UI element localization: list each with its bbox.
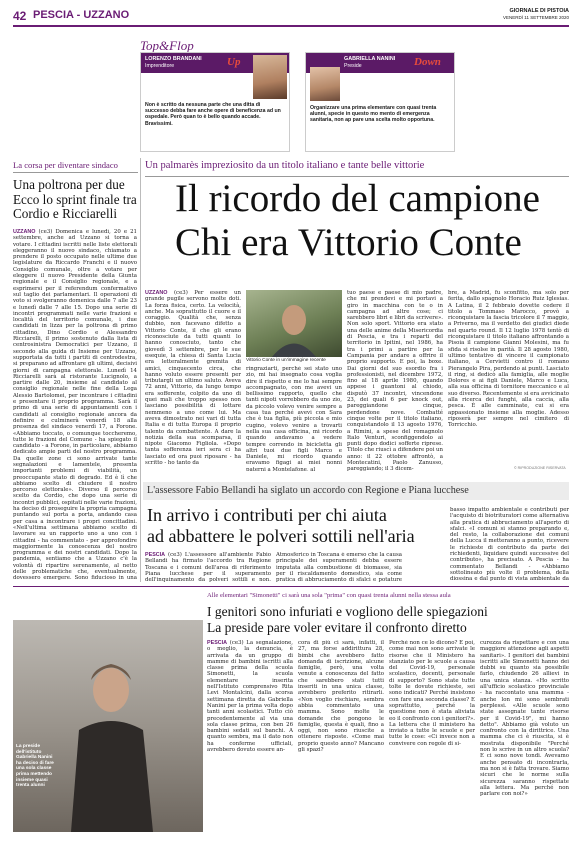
- article3-headline-line2: ad abbattere le polveri sottili nell'aria: [147, 526, 415, 546]
- article1-body: [13, 229, 137, 581]
- gabriella-nanini-photo: [13, 620, 203, 832]
- column-divider: [140, 158, 141, 582]
- article2-col3: tuo paese e paese di mio padre, che mi prendevi e mi portavi a giro in macchina con te o in campagna ad altre cose; ci sarebbero libri e libri da scrivere». Non solo sport. Vittorio era stato una delle anime della Misericordia di Pescia, e tra i reparti del territorio in Ipitini, nel 1986, ha tra i primi a partire per la Campania per andare a offrire il proprio supporto. E poi, la boxe. Dai giorni del suo esordio fra i professionisti, nel dicembre 1972, fino al 18 aprile 1980, quando appese i guantoni al chiodo, disputò 37 incontri, vincendone 23, dei quali 6 per knock out, pareggiandone cinque, perdendone nove. Combatté cinque volte per il titolo italiano, conquistandolo il 13 agosto 1976, a Rimini, a spese del romagnolo Italo Venturi, sconfiggendolo ai punti dopo dodici sofferte riprese. Titolo che riuscì a difendere poi un anno: il 22 ottobre affrontò, a Montecatini, Paolo Zanusso, pareggiando; il 3 dicem-: [347, 290, 443, 471]
- article1-kicker-rule: [13, 172, 138, 173]
- top-box: [140, 52, 290, 152]
- page-header: [13, 8, 569, 24]
- article4-kicker: Alle elementari "Simonetti" ci sarà una sola "prima" con quasi trenta alunni nella stessa aula: [207, 592, 451, 599]
- article3-col2: Atmosferico in Toscana è emerso che la causa principale dei superamenti debba essere imputata alla combustione di biomasse, sia per il riscaldamento domestico, sia come pratica di abbruciamento di sfalci e potature: [276, 552, 402, 582]
- article1-text: (ce3) Domenica e lunedì, 20 e 21 settembre, anche ad Uzzano si torna a votare. I cittadini iscritti nelle liste elettorali eleggeranno il nuovo sindaco, chiamato a prendere il posto occupato nelle ultime due legislature da Riccardo Franchi e il nuovo Consiglio comunale, oltre a votare per eleggere il nuovo Presidente della Giunta regionale e il Consiglio regionale, e a esprimersi per il referendum confermativo sul taglio dei parlamentari. Il operazioni di voto si svolgeranno domenica dalle 7 alle 23 e lunedì dalle 7 alle 15. Dopo una serie di incontri programmati nelle varie frazioni e località del territorio comunale, i due candidati in lizza per la poltrona di primo cittadino, Dino Cordio e Alessandro Ricciarelli, il primo sostenuto dalla lista di centrosinistra Democratici per Uzzano, il secondo alla guida di Insieme per Uzzano, supportata da tutti i partiti di centrodestra, si preparano ad affrontare gli ultimi, decisivi giorni di campagna elettorale. Lunedì 14 Ricciarelli sarà al ristorante Lucignolo, a partire dalle 20, insieme al candidato al consiglio regionale nelle fine della Lega Alessio Bartolomei, per incontrare i cittadini e presentare il proprio programma. Sarà il primo di una serie di appuntamenti con i candidati al consiglio regionale ancora da definire e culminerà venerdì 18 alla presenza del sindaco venerdì 17, a Forone. «Abbiamo toccato, o comunque toccheremo, tutte le frazioni del Comune - ha spiegato il candidato - a Forone, in particolare, abbiamo dedicato ampie parti del nostro programma. Da quelle zone ci sono arrivate tante segnalazioni e lamentele, presenta importanti problemi di viabilità, un preoccupante stato di degrado. Ed è lì che abbiamo scelto di chiudere il nostro percorso elettorale». Diverso il percorso scelto da Cordio, che dopo una serie di incontri pubblici, ospitati nelle varie frazioni, ha deciso di proseguire la propria campagna puntando sul porta a porta, andando casa per casa a incontrare i propri concittadini. «Nell'ultima settimana abbiamo scelto di lavorare su un rapporto uno a uno con i cittadini - ha commentato - per approfondire maggiormente la conoscenza del nostro programma e dei nostri candidati. Dopo la pandemia, sentiamo che a Uzzano c'è la volontà di ripartire serenamente, al netto delle problematiche che, eventualmente, dovessero emergere. Sono fiducioso in una: [13, 229, 137, 581]
- article4-col1: PESCIA (ce3) La segnalazione, o meglio, la denuncia, è arrivata da un gruppo di mamme di bambini iscritti alla classe prima della scuola Simonetti, la scuola elementare inserita nell'Istituto comprensivo Rita Levi Montalcini, dalla scorsa settimana diretta da Gabriella Nanini per la prima volta dopo tanti anni scolastici. Tutto ciò precedentemente al via una sola classe prima, con ben 26 bambini sedati sul banchi. A quanto sembra, ma il dato non ha conferme ufficiali, avrebbero dovuto essere an-: [207, 640, 293, 754]
- article4-col3: Perché non ce lo dicono? E poi, come mai non sono arrivate le risorse che il Ministero ha stanziato per le scuole a causa del Covid-19, personale scolastico, docenti, personale di supporto? Sono state tutte tolte le dovute richieste, sei sono indicati? Perché insistono con fare una seconda classe? E soprattutto, perché la questione non è stata aliviata eo il confronto con i genitori?». La lettera che il ministero ha inviato a tutte le scuole e per tutte le cose: «Ci invece non a convivere con regole di si-: [389, 640, 475, 747]
- vittorio-conte-photo: [246, 290, 342, 357]
- article2-headline-line1: Il ricordo del campione: [175, 177, 540, 220]
- article3-lead: PESCIA: [145, 552, 166, 558]
- article4-headline-line2: La preside pare voler evitare il confronto diretto: [207, 620, 467, 635]
- preside-figure: [13, 620, 203, 832]
- up-badge: Up: [227, 56, 241, 68]
- article2-credit: © RIPRODUZIONE RISERVATA: [514, 466, 566, 470]
- header-rule: [13, 25, 569, 27]
- section-divider: [13, 586, 569, 587]
- flop-name: GABRIELLA NANINI: [344, 56, 396, 62]
- flop-person-photo: [310, 67, 340, 101]
- article2-col2: ringraziarti, perché sei stato uno zio, mi hai insegnato cosa voglia dire il rispetto e me lo hai sempre accompagnato, con me avevi un bellissimo rapporto, quello che tanti nipoti vorrebbero da uno zio, da piccolo volevo venire sempre a casa tua perché avevi con Sara che è tua figlia, più piccola e mio cugino, volevo venire a trovarti nella sua casa officina, mi ricordo quando andavamo a vedere tempre correndo in bicicletta gli altri tuoi due figli Marco e Daniele, mi ricordo quando eravamo figagi ai miei nonni paterni a Montelafone, al: [246, 366, 342, 471]
- article3-col1: PESCIA (ce3) L'assessore all'ambiente Fabio Bellandi ha firmato l'accordo tra Regione Toscana e i comuni dell'area di riferimento Piana lucchese per il superamento dell'inquinamento da polveri sottili e non.: [145, 552, 271, 582]
- article2-col1: UZZANO (ce3) Per essere un grande pugile servono molte doti. La forza fisica, certo. La velocità, anche. Ma soprattutto il cuore e il coraggio. Qualità che, senza dubbio, non facevano difetto a Vittorio Conte, il che gli erano riconosciute da tutti quanti lo hanno conosciuto, tanto che giovedì 3 settembre, per le sue esequie, la chiesa di Santa Lucia era letteralmente gremita di amici, cinquecento circa, che hanno voluto essere presenti per tributargli un ultimo saluto. Aveva 72 anni, Vittorio, da lungo tempo era sofferente, colpito da uno di quei mali che troppo spesso non lasciano possibilità di lottare nemmeno a uno come lui. Ma aveva dimostrato nei vari di tutta Italia e di tutta Europa il proprio talento da combattente. A dare la notizia della sua scomparsa, il nipote Giacomo Figliola. «Dopo tanta sofferenza ieri sera ci ha lasciato ed ora puoi riposare - ha scritto - ho tanto da: [145, 290, 241, 467]
- flop-box: [305, 52, 455, 152]
- down-badge: Down: [414, 56, 441, 68]
- topflop-title: Top&Flop: [140, 38, 194, 53]
- article1-lead: UZZANO: [13, 229, 36, 235]
- article1-kicker: La corsa per diventare sindaco: [13, 160, 118, 170]
- portrait-figure: [246, 290, 342, 357]
- article4-photo-caption: La preside dell'istituto Gabriella Nanini ha deciso di fare una sola classe prima mettendo insieme quasi trenta alunni: [16, 744, 54, 789]
- article3-kicker: L'assessore Fabio Bellandi ha siglato un accordo con Regione e Piana lucchese: [147, 485, 469, 496]
- section-title: PESCIA - UZZANO: [33, 9, 130, 21]
- article1-headline: Una poltrona per due Ecco lo sprint finale tra Cordio e Ricciarelli: [13, 177, 137, 222]
- flop-role: Preside: [344, 63, 362, 69]
- article2-col4: bre, a Madrid, fu sconfitto, ma solo per ferita, dallo spagnolo Horacio Ruiz Iglesias. A Latina, il 2 febbraio dovette cedere il titolo a Tommaso Marocco, provò a riconquistare la fascia tricolore il 7 maggio, a Priverno, ma il verdetto dei giudici diede nel quarto round. Il 12 luglio 1978 tentò di riconquistare il titolo italiano affrontando a Pisoia il campione Gianni Molesini, ma fu sfida si risolse in parità. Il 28 agosto 1980, ultimo tentativo di vincere il campionato italiano, a Cervietti contro il romano Pierangelo Pira, perdendo ai punti. Lasciato il ring, si dedicò alla famiglia, alle moglie Dolores e ai figli Daniele, Marco e Luca, alla sua officina di tornitore meccanico e al suo diverso. Recentemente si era avvicinato alla ricerca dei funghi, alla caccia, alla pesca. È alle camminate, cui si era appassionato insieme alla moglie. Adesso riposerà per sempre nel cimitero di Torricchio.: [448, 290, 569, 429]
- article2-headline-line2: Chi era Vittorio Conte: [175, 221, 522, 264]
- article4-headline-line1: I genitori sono infuriati e vogliono delle spiegazioni: [207, 604, 488, 619]
- article3-col3: basso impatto ambientale e contributi per l'acquisto di biotrituratori come alternativa alla pratica di abbruciamento all'aperto di sfalci. «I comuni si stanno preparando e, del resto, la collaborazione dei comuni della Lucca il metteranno a punto, ricevere le richieste di contributo da parte dei richiedenti, liquidare quindi successive del contributo», ha precisato. A Pescia - ha commentato Bellandi - «Abbiamo sottolineato più volte il problema, della diossina e dal punto di vista ambientale da: [450, 507, 569, 582]
- top-text: Non è scritto da nessuna parte che una ditta di successo debba fare anche opere di beneficenza ad un ospedale. Però quan to è bello quando accade. Bravissimi.: [145, 102, 281, 127]
- issue-date: VENERDÌ 11 SETTEMBRE 2020: [503, 15, 569, 20]
- top-person-photo: [253, 55, 287, 99]
- flop-text: Organizzare una prima elementare con quasi trenta alunni, specie in questo mo mento di emergenza sanitaria, non ap pare una scelta molto opportuna.: [310, 105, 437, 124]
- article2-photo-caption: Vittorio Conte in un'immagine recente: [246, 358, 326, 363]
- article2-lead: UZZANO: [145, 290, 168, 296]
- top-role: Imprenditore: [145, 63, 175, 69]
- page-number: 42: [13, 9, 27, 23]
- article3-headline-line1: In arrivo i contributi per chi aiuta: [147, 505, 387, 525]
- masthead: GIORNALE DI PISTOIA: [509, 8, 569, 14]
- article4-col2: cora di più ci sarà, infatti, il 27, ma forse addirittura 28, bimbi che avrebbero fatto domanda di iscrizione, alcune famiglie, però, una volta venute a conoscenza del fatto che sarebbero stati tutti inseriti in una unica classe, avrebbero preferito ritirarli. «Non voglio rischiare, sembra abbia commentato una mamma. Sono molte le domande che pongono le famiglie, questa è quali, fino a oggi, non sono riuscite a ottenere risposte. «Come mai proprio questo anno? Mancano gli spazi?: [298, 640, 384, 754]
- top-name: LORENZO BRANDANI: [145, 56, 202, 62]
- article4-lead: PESCIA: [207, 640, 228, 646]
- article4-col4: curezza da rispettare e con una maggiore attenzione agli aspetti sanitari». I genitori dei bambini iscritti alle Simonetti hanno dei dubbi su quanto sia possibile farlo, chiudendo 26 allievi in una unica stanza. «Ho scritto all'ufficio scolastico provinciale - ha raccontato una mamma - anche lon mi sono sembrati perplessi. «Alle scuole sono state assegnate tante risorse per il Covid-19", mi hanno detto". Abbiamo già voluto un confronto con la dirittrice. Una mamma che ci è riuscita, si è mostrata disponibile "Perché non lo scrive in un altro scuola? E ci sono nove tondi. Avevamo anche pensato di incontrarla, ma non si è fatta trovare. Siamo sicuri che le norme sulla sicurezza saranno rispettate alla lettera. Ma perché non parlare con noi?»: [480, 640, 569, 798]
- article2-kicker: Un palmarès impreziosito da un titolo italiano e tante belle vittorie: [145, 160, 425, 171]
